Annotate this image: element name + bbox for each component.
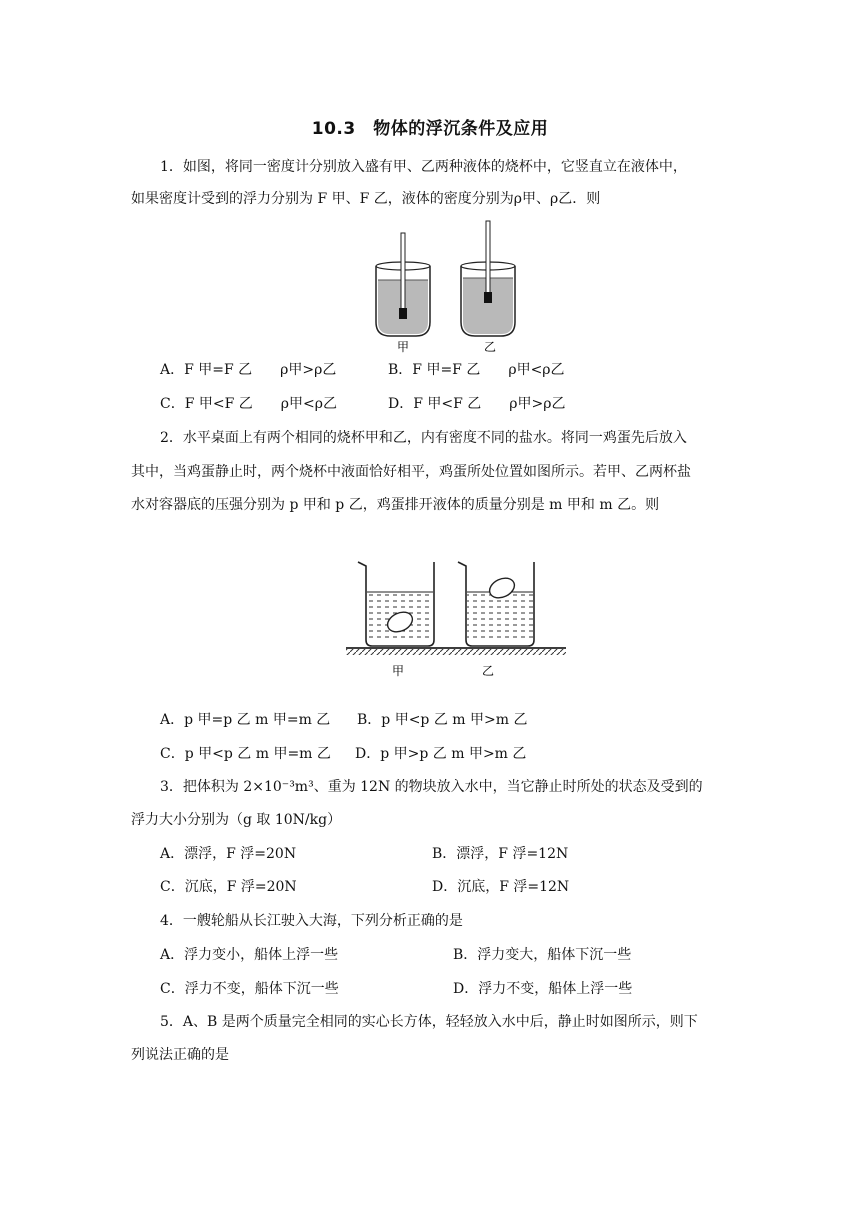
q2-figure-eggs xyxy=(344,556,570,682)
q1-option-a: A．F 甲=F 乙 ρ甲>ρ乙 xyxy=(160,362,337,378)
q1-option-d: D．F 甲<F 乙 ρ甲>ρ乙 xyxy=(388,396,566,412)
q2-stem-line1: 2．水平桌面上有两个相同的烧杯甲和乙，内有密度不同的盐水。将同一鸡蛋先后放入 xyxy=(160,430,687,446)
q1-option-c: C．F 甲<F 乙 ρ甲<ρ乙 xyxy=(160,396,337,412)
q2-stem-line3: 水对容器底的压强分别为 p 甲和 p 乙，鸡蛋排开液体的质量分别是 m 甲和 m 乙。则 xyxy=(131,497,660,513)
q5-stem-line2: 列说法正确的是 xyxy=(131,1047,229,1063)
q1-label-yi: 乙 xyxy=(484,340,497,354)
q1-figure-hydrometers xyxy=(370,218,530,356)
q5-stem-line1: 5．A、B 是两个质量完全相同的实心长方体，轻轻放入水中后，静止时如图所示，则下 xyxy=(160,1014,698,1030)
q2-option-d: D．p 甲>p 乙 m 甲>m 乙 xyxy=(355,746,527,762)
q1-beaker-yi xyxy=(461,221,515,336)
q2-option-a: A．p 甲=p 乙 m 甲=m 乙 xyxy=(160,712,331,728)
q1-label-jia: 甲 xyxy=(397,340,410,354)
q3-stem-line1: 3．把体积为 2×10⁻³m³、重为 12N 的物块放入水中，当它静止时所处的状态及受到的 xyxy=(160,779,703,795)
q3-option-a: A．漂浮，F 浮=20N xyxy=(160,846,297,862)
q2-option-c: C．p 甲<p 乙 m 甲=m 乙 xyxy=(160,746,331,762)
page-title: 10.3 物体的浮沉条件及应用 xyxy=(311,119,549,139)
q2-stem-line2: 其中，当鸡蛋静止时，两个烧杯中液面恰好相平，鸡蛋所处位置如图所示。若甲、乙两杯盐 xyxy=(131,464,691,480)
q4-option-b: B．浮力变大，船体下沉一些 xyxy=(453,947,632,963)
q4-option-d: D．浮力不变，船体上浮一些 xyxy=(453,981,633,997)
q2-beaker-yi xyxy=(458,562,534,646)
q1-stem-line1: 1．如图，将同一密度计分别放入盛有甲、乙两种液体的烧杯中，它竖直立在液体中， xyxy=(160,159,687,175)
q1-beaker-jia xyxy=(376,233,430,336)
q2-label-yi: 乙 xyxy=(482,664,495,678)
q3-option-d: D．沉底，F 浮=12N xyxy=(432,879,570,895)
q4-option-c: C．浮力不变，船体下沉一些 xyxy=(160,981,339,997)
q2-option-b: B．p 甲<p 乙 m 甲>m 乙 xyxy=(357,712,528,728)
q1-option-b: B．F 甲=F 乙 ρ甲<ρ乙 xyxy=(388,362,565,378)
q3-option-b: B．漂浮，F 浮=12N xyxy=(432,846,569,862)
q4-option-a: A．浮力变小，船体上浮一些 xyxy=(160,947,339,963)
q3-stem-line2: 浮力大小分别为（g 取 10N/kg） xyxy=(131,812,342,828)
q2-label-jia: 甲 xyxy=(392,664,405,678)
q4-stem-line1: 4．一艘轮船从长江驶入大海，下列分析正确的是 xyxy=(160,913,463,929)
q2-beaker-jia xyxy=(358,562,434,646)
q3-option-c: C．沉底，F 浮=20N xyxy=(160,879,297,895)
q1-stem-line2: 如果密度计受到的浮力分别为 F 甲、F 乙，液体的密度分别为ρ甲、ρ乙．则 xyxy=(131,191,601,207)
